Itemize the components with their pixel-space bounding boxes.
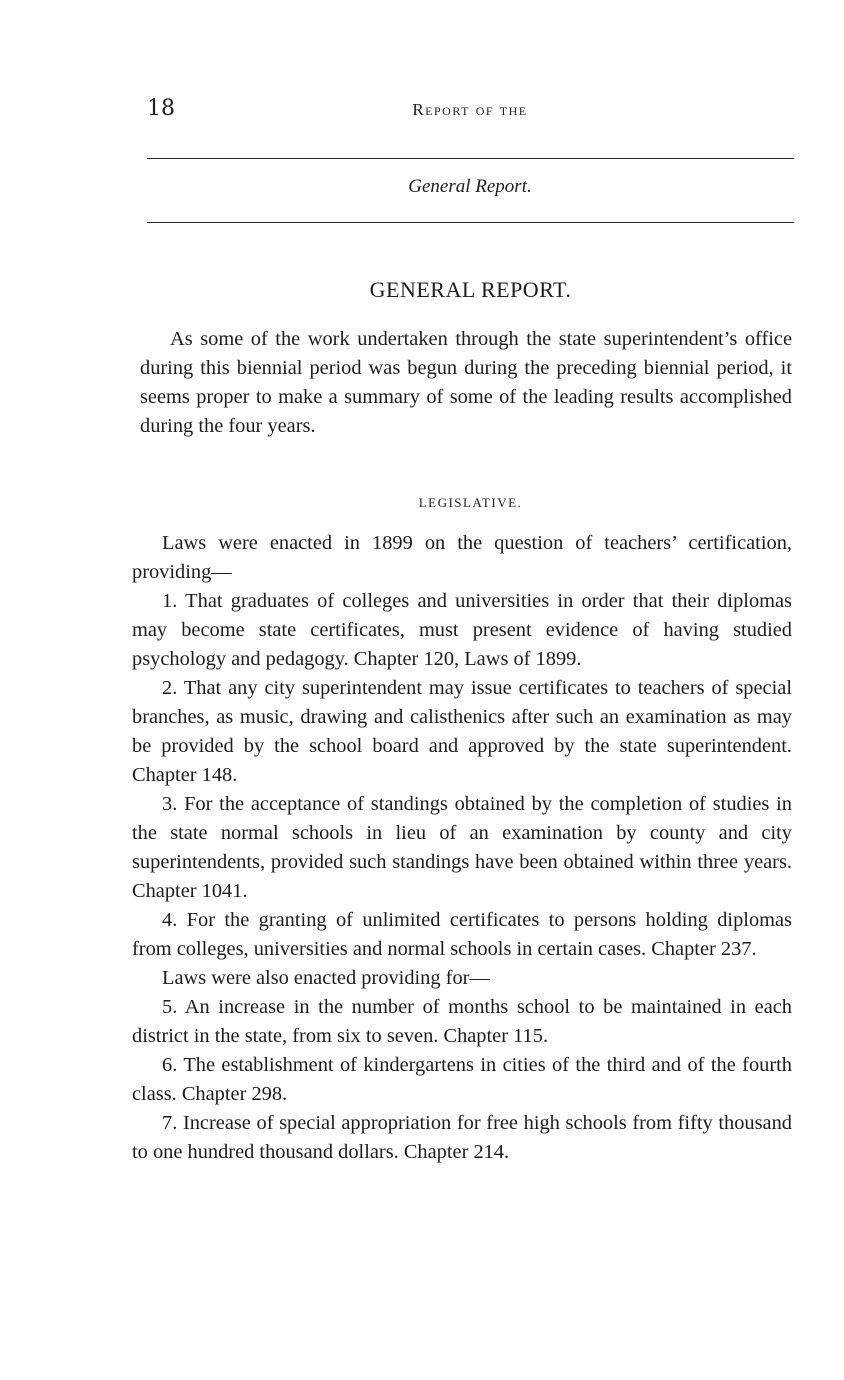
laws-section <box>132 529 792 1167</box>
law-item-7: 7. Increase of special appropriation for free high schools from fifty thousand to one hundred thousand dollars. Chapter 214. <box>132 1112 792 1163</box>
law-item-6: 6. The establishment of kindergartens in cities of the third and of the fourth class. Chapter 298. <box>132 1054 792 1105</box>
header-rule-bottom <box>147 222 794 223</box>
subheading-legislative: LEGISLATIVE. <box>418 495 523 510</box>
law-item-4: 4. For the granting of unlimited certificates to persons holding diplomas from colleges, universities and normal schools in certain cases. Chapter 237. <box>132 909 792 960</box>
intro-section <box>140 325 792 441</box>
law-item-1: 1. That graduates of colleges and universities in order that their diplomas may become state certificates, must present evidence of having studied psychology and pedagogy. Chapter 120, Laws of 1899. <box>132 590 792 670</box>
header-rule-top <box>147 158 794 159</box>
page-title: GENERAL REPORT. <box>369 277 572 302</box>
laws-intro-paragraph: Laws were enacted in 1899 on the question of teachers’ certification, providing— <box>132 532 792 583</box>
section-heading: General Report. <box>408 176 532 197</box>
law-item-5: 5. An increase in the number of months school to be maintained in each district in the state, from six to seven. Chapter 115. <box>132 996 792 1047</box>
laws-also-paragraph: Laws were also enacted providing for— <box>162 967 490 989</box>
law-item-3: 3. For the acceptance of standings obtained by the completion of studies in the state normal schools in lieu of an examination by county and city superintendents, provided such standings have been obtained within three years. Chapter 1041. <box>132 793 792 902</box>
law-item-2: 2. That any city superintendent may issue certificates to teachers of special branches, as music, drawing and calisthenics after such an examination as may be provided by the school board and approved by the state superintendent. Chapter 148. <box>132 677 792 786</box>
running-head: Report of the <box>412 100 528 119</box>
intro-paragraph: As some of the work undertaken through the state superintendent’s office during this biennial period was begun during the preceding biennial period, it seems proper to make a summary of some of the leading results accomplished during the four years. <box>140 328 792 437</box>
page-number: 18 <box>147 96 175 121</box>
